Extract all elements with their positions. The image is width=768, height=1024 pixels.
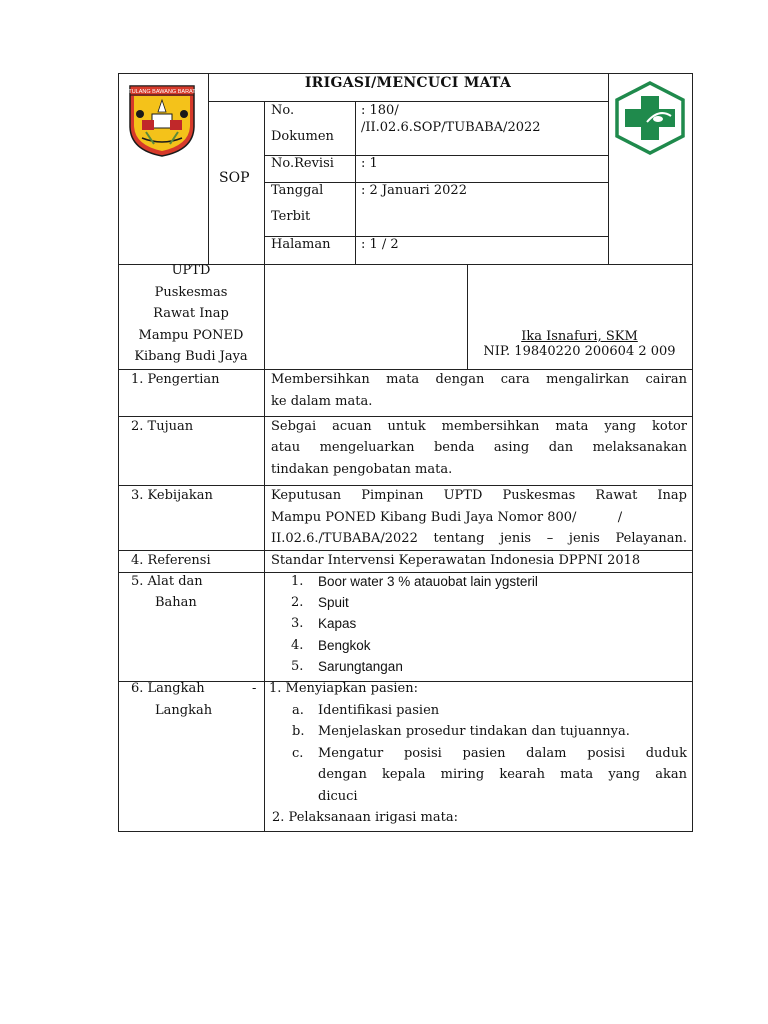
- pengertian-line-2: ke dalam mata.: [271, 394, 373, 409]
- alat-label-1: 5. Alat dan: [131, 574, 203, 589]
- langkah-sub-a-text: Identifikasi pasien: [318, 703, 440, 718]
- page-label: Halaman: [271, 237, 331, 252]
- kebijakan-line-3: II.02.6./TUBABA/2022 tentang jenis – jenis Pelayanan.: [271, 531, 687, 546]
- langkah-sub-b-letter: b.: [292, 724, 305, 739]
- org-line-3: Rawat Inap: [153, 306, 229, 321]
- alat-label-2: Bahan: [155, 595, 197, 610]
- langkah-label-dash: -: [252, 681, 257, 696]
- langkah-step-1: 1. Menyiapkan pasien:: [269, 681, 418, 696]
- org-line-5: Kibang Budi Jaya: [134, 349, 248, 364]
- tujuan-line-1: Sebgai acuan untuk membersihkan mata yang kotor: [271, 419, 687, 434]
- alat-item-text: Spuit: [318, 595, 349, 610]
- langkah-sub-c-line-2: dengan kepala miring kearah mata yang akan: [318, 767, 687, 782]
- alat-item-text: Sarungtangan: [318, 659, 403, 674]
- puskesmas-logo-icon: [613, 80, 687, 156]
- document-title: IRIGASI/MENCUCI MATA: [304, 75, 512, 91]
- signer-nip: NIP. 19840220 200604 2 009: [483, 344, 676, 359]
- pengertian-line-1: Membersihkan mata dengan cara mengalirkan cairan: [271, 372, 687, 387]
- langkah-label-1: 6. Langkah: [131, 681, 205, 696]
- org-line-4: Mampu PONED: [138, 328, 244, 343]
- alat-item-text: Bengkok: [318, 638, 371, 653]
- referensi-text: Standar Intervensi Keperawatan Indonesia DPPNI 2018: [271, 553, 641, 568]
- alat-item-num: 5.: [291, 659, 304, 674]
- alat-item-text: Boor water 3 % atauobat lain ygsteril: [318, 574, 538, 589]
- tujuan-line-2: atau mengeluarkan benda asing dan melaksanakan: [271, 440, 687, 455]
- langkah-sub-b-text: Menjelaskan prosedur tindakan dan tujuannya.: [318, 724, 630, 739]
- alat-item-num: 3.: [291, 616, 304, 631]
- alat-item-num: 2.: [291, 595, 304, 610]
- kebijakan-line-1: Keputusan Pimpinan UPTD Puskesmas Rawat Inap: [271, 488, 687, 503]
- langkah-sub-c-line-1: Mengatur posisi pasien dalam posisi duduk: [318, 746, 687, 761]
- alat-item-num: 4.: [291, 638, 304, 653]
- kebijakan-line-2: Mampu PONED Kibang Budi Jaya Nomor 800/ /: [271, 510, 623, 525]
- issue-date-value: : 2 Januari 2022: [361, 183, 467, 198]
- org-line-2: Puskesmas: [154, 285, 228, 300]
- doc-number-value-2: /II.02.6.SOP/TUBABA/2022: [361, 120, 541, 135]
- emblem-banner-text: TULANG BAWANG BARAT: [128, 89, 196, 95]
- sop-label: SOP: [219, 170, 250, 186]
- langkah-step-2: 2. Pelaksanaan irigasi mata:: [272, 810, 458, 825]
- issue-date-label-2: Terbit: [271, 209, 311, 224]
- revision-value: : 1: [361, 156, 378, 171]
- alat-item-num: 1.: [291, 574, 304, 589]
- langkah-sub-c-letter: c.: [292, 746, 304, 761]
- regency-emblem: [128, 84, 196, 158]
- langkah-label-2: Langkah: [155, 703, 213, 718]
- referensi-label: 4. Referensi: [131, 553, 211, 568]
- alat-item-text: Kapas: [318, 616, 357, 631]
- signer-name: Ika Isnafuri, SKM: [521, 329, 638, 344]
- langkah-sub-c-line-3: dicuci: [318, 789, 358, 804]
- kebijakan-label: 3. Kebijakan: [131, 488, 213, 503]
- revision-label: No.Revisi: [271, 156, 334, 171]
- tujuan-line-3: tindakan pengobatan mata.: [271, 462, 453, 477]
- pengertian-label: 1. Pengertian: [131, 372, 220, 387]
- tujuan-label: 2. Tujuan: [131, 419, 194, 434]
- issue-date-label-1: Tanggal: [271, 183, 324, 198]
- langkah-sub-a-letter: a.: [292, 703, 304, 718]
- doc-number-label-1: No.: [271, 103, 295, 118]
- doc-number-label-2: Dokumen: [271, 129, 334, 144]
- doc-number-value-1: : 180/: [361, 103, 399, 118]
- page-value: : 1 / 2: [361, 237, 399, 252]
- org-line-1: UPTD: [171, 263, 211, 278]
